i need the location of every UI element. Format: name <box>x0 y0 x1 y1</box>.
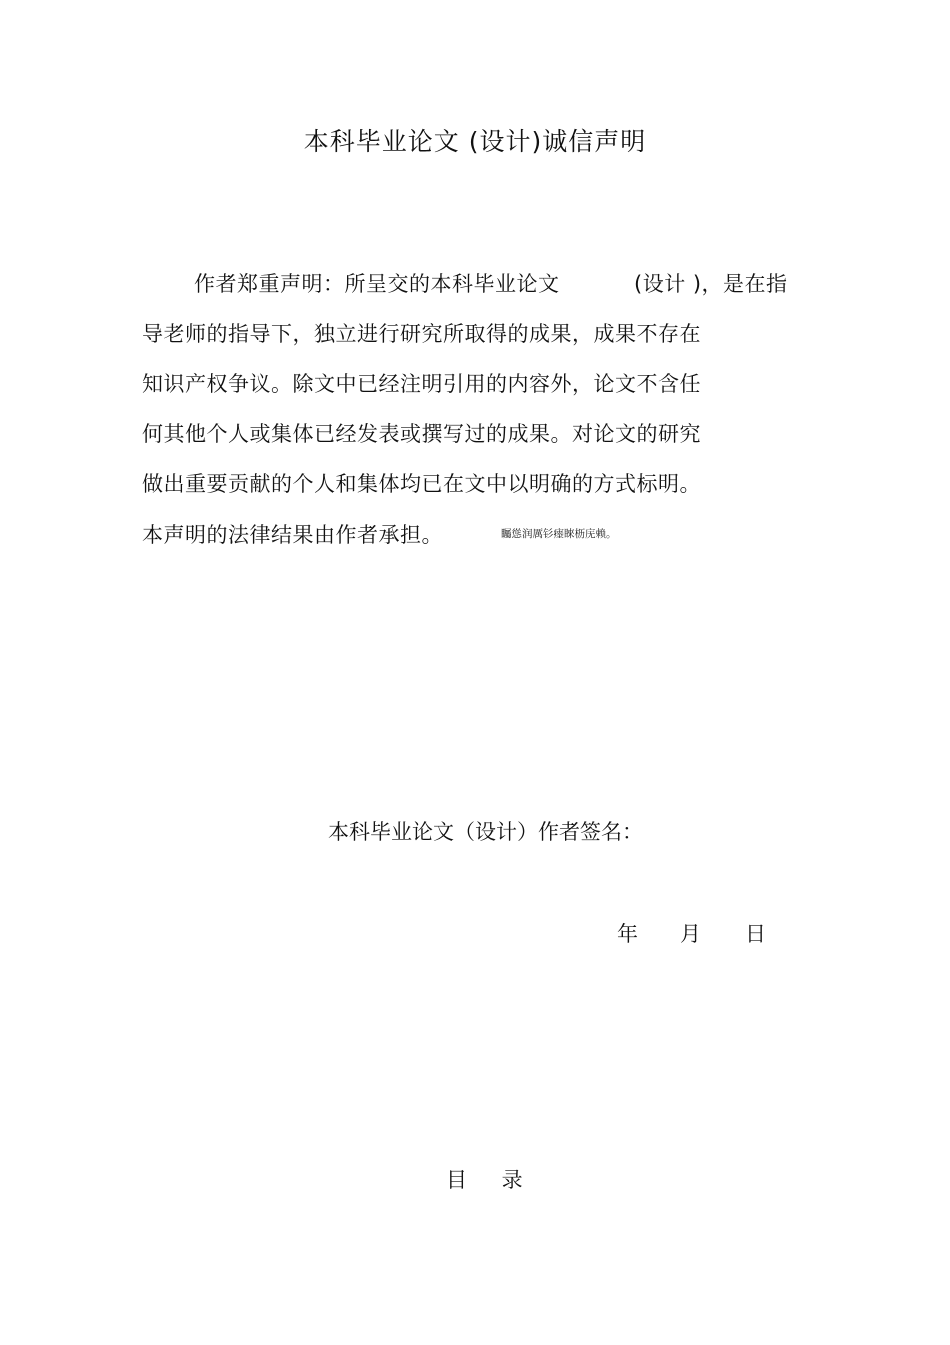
statement-line-3: 知识产权争议。除文中已经注明引用的内容外，论文不含任 <box>142 372 701 396</box>
signature-label: 本科毕业论文（设计）作者签名： <box>328 820 643 844</box>
statement-line-6: 本声明的法律结果由作者承担。 <box>142 523 443 547</box>
date-month-label: 月 <box>680 922 701 946</box>
small-note-text: 矚慫润厲钐瘗睞枥庑赖。 <box>501 528 617 540</box>
page-title: 本科毕业论文 (设计)诚信声明 <box>303 127 647 156</box>
statement-line-2: 导老师的指导下，独立进行研究所取得的成果，成果不存在 <box>142 322 701 346</box>
statement-line-4: 何其他个人或集体已经发表或撰写过的成果。对论文的研究 <box>142 422 701 446</box>
date-day-label: 日 <box>745 922 766 946</box>
statement-line-1a: 作者郑重声明：所呈交的本科毕业论文 <box>194 272 560 296</box>
date-year-label: 年 <box>617 922 638 946</box>
statement-line-1b: (设计 )，是在指 <box>634 272 788 296</box>
toc-heading: 目 录 <box>446 1168 537 1192</box>
statement-line-5: 做出重要贡献的个人和集体均已在文中以明确的方式标明。 <box>142 472 701 496</box>
